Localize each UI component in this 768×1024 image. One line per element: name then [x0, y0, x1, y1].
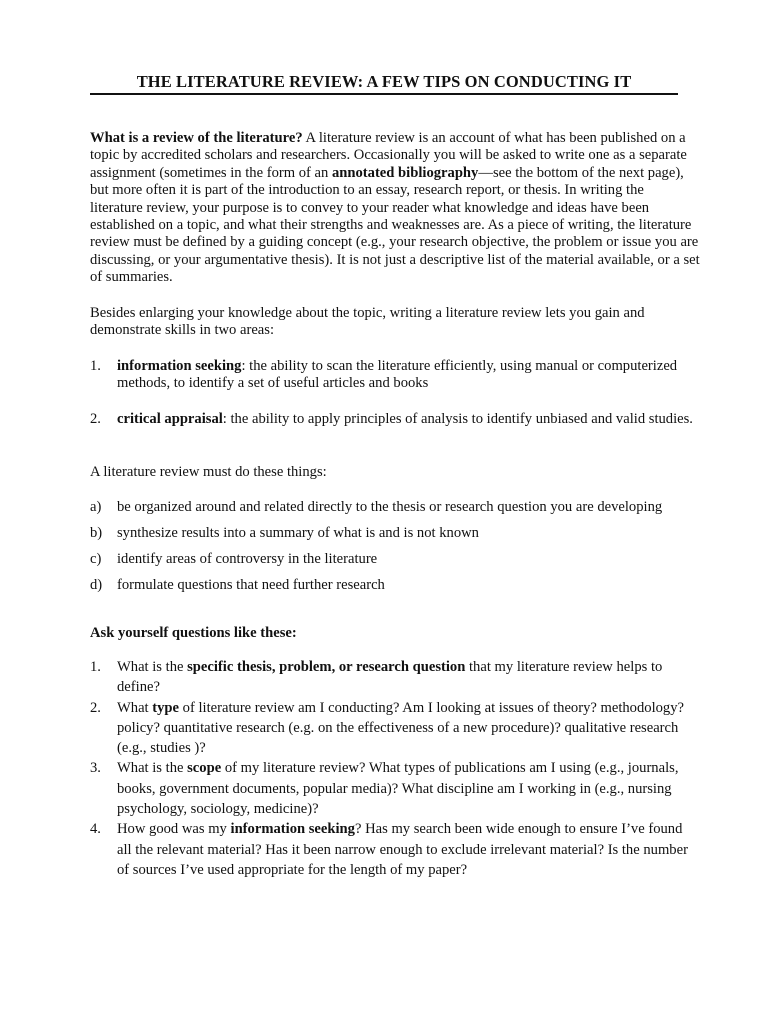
page-title: THE LITERATURE REVIEW: A FEW TIPS ON CONDUCTING IT — [90, 72, 678, 95]
list-item — [90, 657, 700, 698]
list-item — [90, 551, 700, 568]
question-post: of literature review am I conducting? Am I looking at issues of theory? methodology? policy? quantitative research (e.g. on the effectiveness of a new procedure)? qualitative research (e.g., studies )? — [117, 699, 684, 757]
must-list — [90, 499, 700, 603]
question-post: ? Has my search been wide enough to ensure I’ve found all the relevant material? Has it been narrow enough to exclude irrelevant material? Is the number of sources I’ve used appropriate for the length of my paper? — [117, 821, 688, 878]
skills-list — [90, 358, 700, 446]
annotated-bibliography-term: annotated bibliography — [331, 164, 479, 181]
list-marker: b) — [90, 525, 103, 541]
skill-term: critical appraisal — [117, 410, 223, 427]
list-marker: 4. — [90, 821, 101, 838]
list-item-text: identify areas of controversy in the literature — [117, 551, 378, 567]
question-post: that my literature review helps to define? — [117, 659, 663, 696]
besides-paragraph: Besides enlarging your knowledge about the topic, writing a literature review lets you gain and demonstrate skills in two areas: — [90, 305, 645, 339]
section-heading — [90, 625, 700, 642]
list-marker: 1. — [90, 358, 101, 374]
skill-term: information seeking — [117, 358, 242, 374]
list-item — [90, 358, 700, 393]
skill-text: : the ability to apply principles of analysis to identify unbiased and valid studies. — [222, 410, 693, 427]
list-item — [90, 525, 700, 542]
list-item — [90, 499, 700, 516]
list-marker: 3. — [90, 760, 101, 777]
question-bold: type — [152, 699, 180, 716]
list-item-text: be organized around and related directly to the thesis or research question you are developing — [117, 499, 663, 515]
must-lead-sentence: A literature review must do these things: — [90, 464, 327, 480]
list-marker: c) — [90, 551, 102, 567]
list-marker: d) — [90, 577, 103, 593]
question-pre: How good was my — [117, 821, 231, 838]
question-bold: information seeking — [230, 821, 355, 838]
list-item — [90, 411, 700, 428]
list-item-text: synthesize results into a summary of what is and is not known — [117, 525, 479, 541]
intro-text-2: —see the bottom of the next page), but more often it is part of the introduction to an essay, research report, or thesis. In writing the literature review, your purpose is to convey to your reader what knowledge and ideas have been established on a topic, and what their strengths and weaknesses are. As a piece of writing, the literature review must be defined by a guiding concept (e.g., your research objective, the problem or issue you are discussing, or your argumentative thesis). It is not just a descriptive list of the material available, or a set of summaries. — [90, 164, 700, 286]
list-marker: a) — [90, 499, 102, 515]
question-post: of my literature review? What types of publications am I using (e.g., journals, books, government documents, popular media)? What discipline am I working in (e.g., nursing psychology, sociology, medicine)? — [117, 760, 679, 818]
list-item — [90, 758, 700, 819]
list-marker: 2. — [90, 699, 101, 716]
list-marker: 1. — [90, 659, 101, 675]
list-item — [90, 698, 700, 759]
list-item — [90, 819, 700, 880]
intro-lead-question: What is a review of the literature? — [90, 130, 303, 146]
questions-list — [90, 657, 700, 880]
question-bold: specific thesis, problem, or research question — [187, 659, 466, 675]
question-pre: What is the — [117, 760, 188, 777]
intro-paragraph — [90, 130, 700, 287]
list-item — [90, 577, 700, 594]
list-marker: 2. — [90, 410, 101, 427]
question-pre: What is the — [117, 659, 188, 675]
list-item-text: formulate questions that need further research — [117, 577, 385, 593]
ask-heading-text: Ask yourself questions like these: — [90, 625, 297, 641]
intro-text-1: A literature review is an account of what has been published on a topic by accredited scholars and researchers. Occasionally you will be asked to write one as a separate assignment (sometimes in the form of an — [90, 130, 687, 181]
skill-text: : the ability to scan the literature efficiently, using manual or computerized methods, to identify a set of useful articles and books — [117, 358, 678, 392]
question-pre: What — [117, 699, 153, 716]
question-bold: scope — [187, 760, 222, 777]
